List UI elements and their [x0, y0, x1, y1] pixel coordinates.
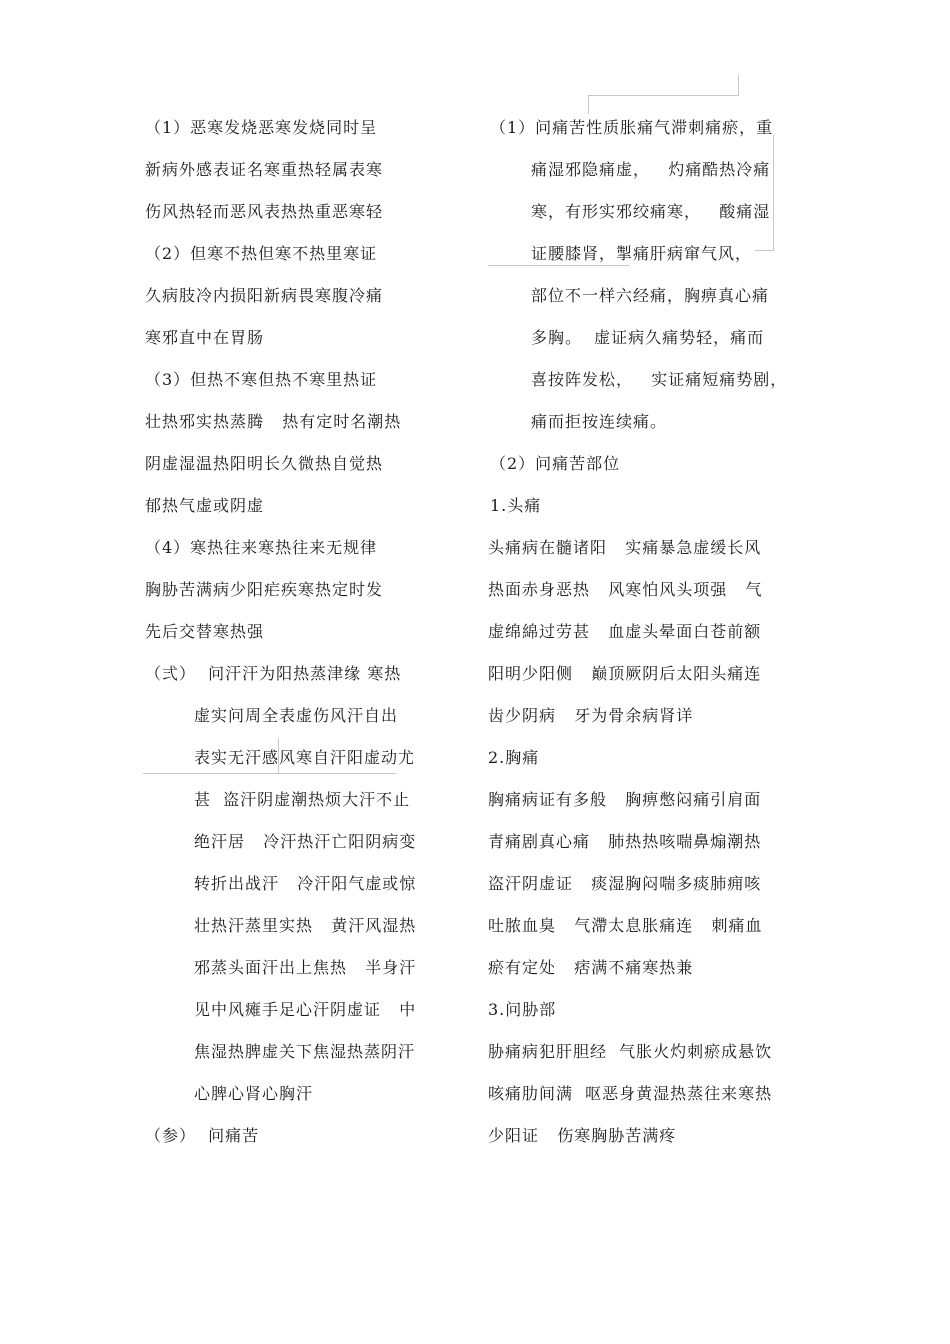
left-line-7: （3）但热不寒但热不寒里热证	[145, 370, 378, 389]
right-line-15: 齿少阴病 牙为骨余病肾详	[488, 706, 694, 725]
right-line-23: 胁痛病犯肝胆经 气胀火灼刺瘀成悬饮	[488, 1042, 773, 1061]
right-line-17: 胸痛病证有多般 胸痹憋闷痛引肩面	[488, 790, 762, 809]
left-line-11: （4）寒热往来寒热往来无规律	[145, 538, 378, 557]
right-line-6: 多胸。 虚证病久痛势轻，痛而	[531, 328, 765, 347]
right-line-8: 痛而拒按连续痛。	[531, 412, 668, 431]
box-rule-bottom	[488, 265, 630, 266]
left-line-13: 先后交替寒热强	[145, 622, 265, 641]
right-line-18: 青痛剧真心痛 肺热热咳喘鼻煽潮热	[488, 832, 762, 851]
right-line-25: 少阳证 伤寒胸胁苦满疼	[488, 1126, 677, 1145]
right-line-3: 寒，有形实邪绞痛寒， 酸痛湿	[531, 202, 771, 221]
left-line-5: 久病肢冷内损阳新病畏寒腹冷痛	[145, 286, 384, 305]
right-line-19: 盗汗阴虚证 痰湿胸闷喘多痰肺痈咳	[488, 874, 762, 893]
left-line-12: 胸胁苦满病少阳疟疾寒热定时发	[145, 580, 384, 599]
left-line-17: 甚 盗汗阴虚潮热烦大汗不止	[194, 790, 411, 809]
right-line-24: 咳痛肋间满 呕恶身黄湿热蒸往来寒热	[488, 1084, 773, 1103]
left-line-16: 表实无汗感风寒自汗阳虚动尤	[194, 748, 416, 767]
left-line-1: （1）恶寒发烧恶寒发烧同时呈	[145, 118, 378, 137]
right-line-1: （1）问痛苦性质胀痛气滞刺痛瘀，重	[490, 118, 774, 137]
box-rule-right	[755, 135, 774, 251]
left-line-22: 见中风瘫手足心汗阴虚证 中	[194, 1000, 417, 1019]
left-line-20: 壮热汗蒸里实热 黄汗风湿热	[194, 916, 417, 935]
left-line-3: 伤风热轻而恶风表热热重恶寒轻	[145, 202, 384, 221]
right-line-11: 头痛病在髓诸阳 实痛暴急虚缓长风	[488, 538, 762, 557]
left-line-25: （参） 问痛苦	[145, 1126, 260, 1145]
left-line-18: 绝汗居 冷汗热汗亡阳阴病变	[194, 832, 417, 851]
left-line-23: 焦湿热脾虚关下焦湿热蒸阴汗	[194, 1042, 416, 1061]
left-line-8: 壮热邪实热蒸腾 热有定时名潮热	[145, 412, 402, 431]
box-rule-top	[588, 95, 739, 114]
left-line-19: 转折出战汗 冷汗阳气虚或惊	[194, 874, 417, 893]
right-line-14: 阳明少阳侧 巅顶厥阴后太阳头痛连	[488, 664, 762, 683]
right-line-13: 虚绵綿过劳甚 血虚头晕面白苍前额	[488, 622, 762, 641]
corner-rule-top-right	[738, 75, 739, 95]
right-line-21: 瘀有定处 痞满不痛寒热兼	[488, 958, 694, 977]
right-line-5: 部位不一样六经痛，胸痹真心痛	[531, 286, 770, 305]
right-line-2: 痛湿邪隐痛虚， 灼痛酷热冷痛	[531, 160, 771, 179]
left-line-14: （弍） 问汗汗为阳热蒸津缘 寒热	[145, 664, 402, 683]
right-line-4: 证腰膝肾，掣痛肝病窜气风，	[531, 244, 753, 263]
left-line-15: 虚实问周全表虚伤风汗自出	[194, 706, 399, 725]
left-line-6: 寒邪直中在胃肠	[145, 328, 265, 347]
right-line-9: （2）问痛苦部位	[490, 454, 621, 473]
right-line-7: 喜按阵发松， 实证痛短痛势剧，	[531, 370, 788, 389]
left-line-4: （2）但寒不热但寒不热里寒证	[145, 244, 378, 263]
left-line-10: 郁热气虚或阴虚	[145, 496, 265, 515]
left-line-21: 邪蒸头面汗出上焦热 半身汗	[194, 958, 417, 977]
left-line-2: 新病外感表证名寒重热轻属表寒	[145, 160, 384, 179]
right-line-22: 3.问胁部	[488, 1000, 557, 1019]
right-line-10: 1.头痛	[490, 496, 542, 515]
right-line-20: 吐脓血臭 气滯太息胀痛连 刺痛血	[488, 916, 763, 935]
left-box-rule-ext	[278, 773, 396, 774]
right-line-16: 2.胸痛	[488, 748, 540, 767]
right-line-12: 热面赤身恶热 风寒怕风头项强 气	[488, 580, 763, 599]
left-line-9: 阴虚湿温热阳明长久微热自觉热	[145, 454, 384, 473]
left-line-24: 心脾心肾心胸汗	[194, 1084, 314, 1103]
